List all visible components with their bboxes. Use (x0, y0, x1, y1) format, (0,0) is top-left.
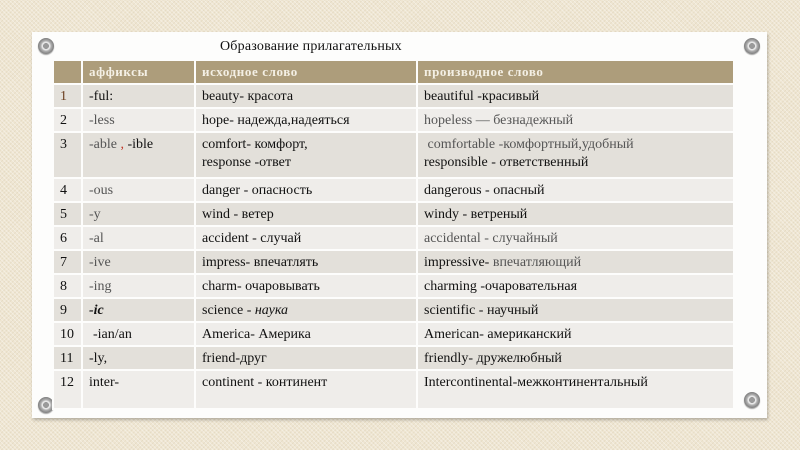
affix-cell: -ous (82, 178, 195, 202)
affix-cell: -ian/an (82, 322, 195, 346)
source-word-cell: charm- очаровывать (195, 274, 417, 298)
source-word-cell: friend-друг (195, 346, 417, 370)
affix-table (52, 59, 735, 410)
slide-title: Образование прилагательных (220, 39, 402, 54)
row-number: 2 (53, 108, 82, 132)
row-number: 8 (53, 274, 82, 298)
source-word-cell: continent - континент (195, 370, 417, 409)
grommet-icon (744, 38, 760, 54)
table-header-row (53, 60, 734, 84)
source-word-cell (195, 298, 417, 322)
table-row (53, 298, 734, 322)
grommet-icon (744, 392, 760, 408)
source-word-cell: America- Америка (195, 322, 417, 346)
affix-separator: , (120, 137, 124, 152)
derived-word-cell: beautiful -красивый (417, 84, 734, 108)
row-number: 10 (53, 322, 82, 346)
affix-cell: -y (82, 202, 195, 226)
row-number: 4 (53, 178, 82, 202)
derived-word-cell: Intercontinental-межконтинентальный (417, 370, 734, 409)
affix-cell: -ic (82, 298, 195, 322)
source-word-cell: accident - случай (195, 226, 417, 250)
row-number: 7 (53, 250, 82, 274)
derived-word-cell: friendly- дружелюбный (417, 346, 734, 370)
derived-word-cell: scientific - научный (417, 298, 734, 322)
affix-able: -able (89, 137, 117, 152)
table-row (53, 370, 734, 409)
affix-cell (82, 132, 195, 178)
table-row (53, 178, 734, 202)
row-number: 5 (53, 202, 82, 226)
grommet-icon (38, 38, 54, 54)
affix-cell: -less (82, 108, 195, 132)
derived-word-cell: hopeless — безнадежный (417, 108, 734, 132)
table-row (53, 250, 734, 274)
row-number: 3 (53, 132, 82, 178)
row-number: 9 (53, 298, 82, 322)
source-word-cell: danger - опасность (195, 178, 417, 202)
table-row (53, 346, 734, 370)
table-row (53, 274, 734, 298)
derived-word-cell: windy - ветреный (417, 202, 734, 226)
header-affixes: аффиксы (82, 60, 195, 84)
affix-cell: -al (82, 226, 195, 250)
row-number: 12 (53, 370, 82, 409)
affix-cell: -ing (82, 274, 195, 298)
row-number: 1 (53, 84, 82, 108)
source-word-cell: hope- надежда,надеяться (195, 108, 417, 132)
derived-word-cell (417, 250, 734, 274)
affix-cell: inter- (82, 370, 195, 409)
affix-cell: -ful: (82, 84, 195, 108)
source-word-ru: наука (254, 303, 289, 318)
source-word-cell (195, 132, 417, 178)
table-row (53, 132, 734, 178)
row-number: 11 (53, 346, 82, 370)
header-source-word: исходное слово (195, 60, 417, 84)
derived-word-line: responsible - ответственный (424, 155, 589, 170)
header-num (53, 60, 82, 84)
source-word-cell: wind - ветер (195, 202, 417, 226)
table-row (53, 322, 734, 346)
affix-cell: -ive (82, 250, 195, 274)
table-row (53, 108, 734, 132)
table-row (53, 84, 734, 108)
slide-card (32, 32, 767, 418)
row-number: 6 (53, 226, 82, 250)
source-word-line: comfort- комфорт, (202, 137, 308, 152)
derived-word-cell: accidental - случайный (417, 226, 734, 250)
source-word-cell: beauty- красота (195, 84, 417, 108)
table-row (53, 202, 734, 226)
derived-word-en: impressive- (424, 255, 490, 270)
table-row (53, 226, 734, 250)
derived-word-cell: American- американский (417, 322, 734, 346)
source-word-line: response -ответ (202, 155, 291, 170)
source-word-cell: impress- впечатлять (195, 250, 417, 274)
source-word-en: science - (202, 303, 255, 318)
affix-cell: -ly, (82, 346, 195, 370)
affix-ible: -ible (127, 137, 154, 152)
derived-word-ru: впечатляющий (489, 255, 582, 270)
derived-word-cell: dangerous - опасный (417, 178, 734, 202)
derived-word-line: comfortable -комфортный,удобный (424, 137, 634, 152)
derived-word-cell: charming -очаровательная (417, 274, 734, 298)
derived-word-cell (417, 132, 734, 178)
header-derived-word: производное слово (417, 60, 734, 84)
